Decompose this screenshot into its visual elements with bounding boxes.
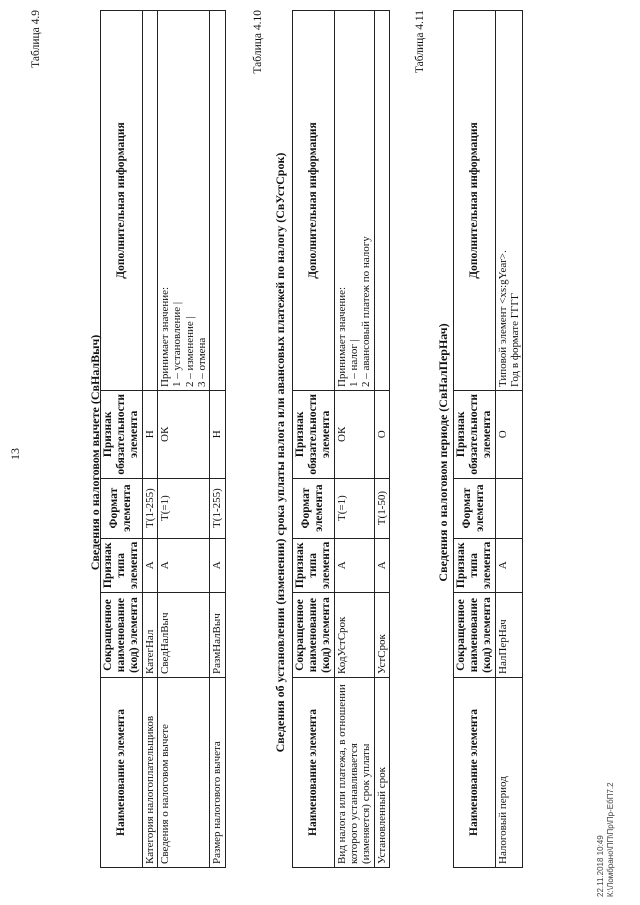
table-row: [210, 11, 225, 868]
cell-req: Н: [210, 391, 225, 479]
cell-name: Размер налогового вычета: [210, 678, 225, 868]
cell-type: А: [157, 538, 209, 592]
header-type: Признак типа элемента: [101, 538, 143, 592]
cell-format: T(=1): [157, 478, 209, 538]
cell-type: А: [334, 538, 374, 592]
footer-note: [596, 782, 616, 897]
header-req: Признак обязательности элемента: [101, 391, 143, 479]
header-name: Наименование элемента: [101, 678, 143, 868]
header-name: Наименование элемента: [454, 678, 496, 868]
table-caption: Таблица 4.9: [30, 10, 42, 68]
cell-req: ОК: [157, 391, 209, 479]
cell-info: [142, 11, 157, 391]
table-row: [334, 11, 374, 868]
table-4-9: [100, 10, 226, 868]
header-type: Признак типа элемента: [293, 538, 335, 592]
table-row: [157, 11, 209, 868]
cell-name: Установленный срок: [374, 678, 389, 868]
table-row: [142, 11, 157, 868]
cell-req: О: [374, 391, 389, 479]
page-number: 13: [8, 448, 22, 460]
cell-type: А: [142, 538, 157, 592]
table-title: Сведения о налоговом вычете (СвНалВыч): [88, 334, 102, 571]
cell-format: [495, 478, 523, 538]
cell-info: [374, 11, 389, 391]
cell-format: T(1-50): [374, 478, 389, 538]
header-row: [101, 11, 143, 868]
table-title: Сведения об установлении (изменении) срока уплаты налога или авансовых платежей по налогу (СвУстСрок): [273, 152, 287, 753]
table-title: Сведения о налоговом периоде (СвНалПерНач): [436, 323, 450, 582]
cell-code: РазмНалВыч: [210, 593, 225, 678]
header-code: Сокращенное наименование (код) элемента: [293, 593, 335, 678]
cell-code: СведНалВыч: [157, 593, 209, 678]
cell-code: НалПерНач: [495, 593, 523, 678]
cell-name: Категория налогоплательщиков: [142, 678, 157, 868]
cell-format: T(1-255): [142, 478, 157, 538]
header-code: Сокращенное наименование (код) элемента: [101, 593, 143, 678]
cell-type: А: [210, 538, 225, 592]
header-info: Дополнительная информация: [293, 11, 335, 391]
cell-name: Сведения о налоговом вычете: [157, 678, 209, 868]
cell-req: Н: [142, 391, 157, 479]
header-format: Формат элемента: [454, 478, 496, 538]
cell-format: T(1-255): [210, 478, 225, 538]
table-caption: Таблица 4.11: [414, 10, 426, 74]
cell-info: Типовой элемент <xs:gYear>. Год в формате ГГГГ: [495, 11, 523, 391]
cell-req: О: [495, 391, 523, 479]
footer-timestamp: 22.11.2018 10:49: [596, 835, 605, 897]
cell-type: А: [495, 538, 523, 592]
cell-format: T(=1): [334, 478, 374, 538]
cell-type: А: [374, 538, 389, 592]
cell-info: Принимает значение: 1 – налог | 2 – авансовый платеж по налогу: [334, 11, 374, 391]
header-info: Дополнительная информация: [454, 11, 496, 391]
cell-code: КатегНал: [142, 593, 157, 678]
header-info: Дополнительная информация: [101, 11, 143, 391]
header-row: [454, 11, 496, 868]
cell-code: КодУстСрок: [334, 593, 374, 678]
cell-req: ОК: [334, 391, 374, 479]
cell-name: Вид налога или платежа, в отношении которого устанавливается (изменяется) срок уплаты: [334, 678, 374, 868]
cell-name: Налоговый период: [495, 678, 523, 868]
header-name: Наименование элемента: [293, 678, 335, 868]
cell-code: УстСрок: [374, 593, 389, 678]
header-type: Признак типа элемента: [454, 538, 496, 592]
header-row: [293, 11, 335, 868]
table-4-11: [453, 10, 523, 868]
table-caption: Таблица 4.10: [252, 10, 264, 74]
cell-info: Принимает значение: 1 – установление | 2 – изменение | 3 – отмена: [157, 11, 209, 391]
header-format: Формат элемента: [293, 478, 335, 538]
cell-info: [210, 11, 225, 391]
table-4-10: [292, 10, 390, 868]
header-req: Признак обязательности элемента: [293, 391, 335, 479]
header-format: Формат элемента: [101, 478, 143, 538]
table-row: [374, 11, 389, 868]
table-row: [495, 11, 523, 868]
header-code: Сокращенное наименование (код) элемента: [454, 593, 496, 678]
footer-path: К:\Ломбрано\ПП\Пр\Пр-ЕбП7.2: [606, 782, 615, 897]
header-req: Признак обязательности элемента: [454, 391, 496, 479]
